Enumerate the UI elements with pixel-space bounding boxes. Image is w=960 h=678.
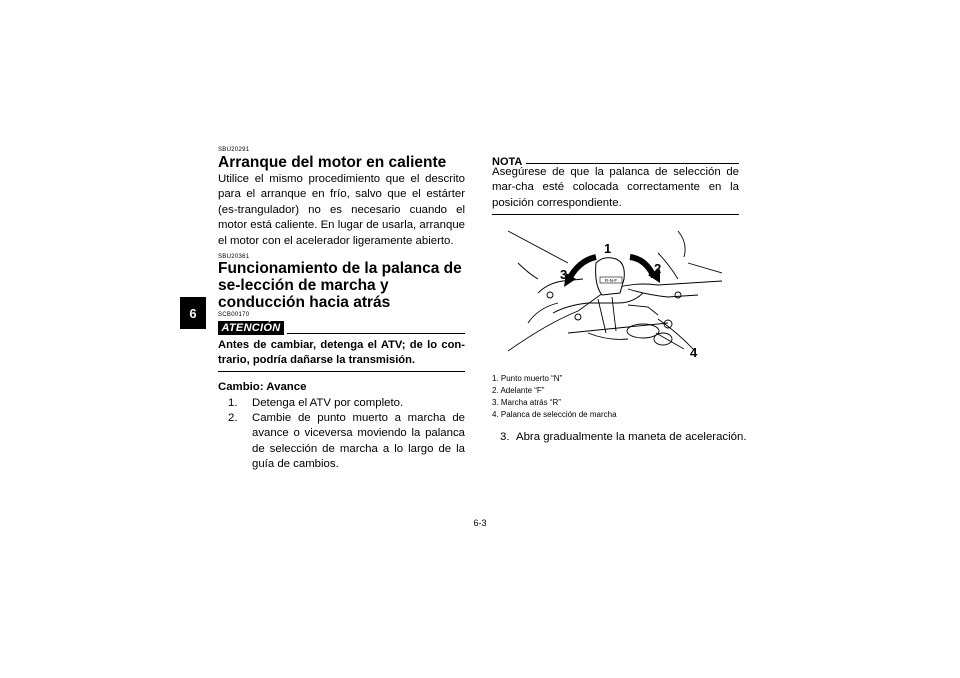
- list-text: Abra gradualmente la maneta de aceleración.: [516, 431, 747, 443]
- svg-text:R-N-F: R-N-F: [604, 278, 618, 283]
- page-number: 6-3: [473, 518, 487, 528]
- figure-legend-item: 1. Punto muerto “N”: [492, 374, 563, 383]
- section-body: Utilice el mismo procedimiento que el descrito para el arranque en frío, salvo que el estárter (es-trangulador) no es necesario cuando el motor está caliente. En lugar de usarla, arranque el motor con el acelerador ligeramente abierto.: [218, 173, 465, 247]
- chapter-tab: 6: [180, 297, 206, 329]
- list-text: Detenga el ATV por completo.: [252, 397, 404, 409]
- list-number: 3.: [500, 431, 510, 443]
- caution-bottom-rule: [218, 371, 465, 372]
- note-top-rule: [526, 163, 739, 164]
- note-text: Asegúrese de que la palanca de selección de mar-cha esté colocada correctamente en la posición correspondiente.: [492, 166, 739, 209]
- figure-legend-item: 2. Adelante “F”: [492, 386, 545, 395]
- list-item: [228, 396, 465, 412]
- section-code: SBU20361: [218, 254, 250, 260]
- list-number: 2.: [228, 412, 238, 424]
- shift-lever-illustration: [508, 223, 722, 363]
- callout-2: 2: [654, 261, 662, 276]
- caution-top-rule: [287, 333, 465, 334]
- callout-4: 4: [690, 345, 698, 360]
- list-text: Cambie de punto muerto a marcha de avance o viceversa moviendo la palanca de selección de marcha a lo largo de la guía de cambios.: [252, 412, 465, 471]
- caution-badge: ATENCIÓN: [218, 321, 284, 335]
- callout-3: 3: [560, 267, 568, 282]
- figure-legend-item: 4. Palanca de selección de marcha: [492, 410, 617, 419]
- caution-text: Antes de cambiar, detenga el ATV; de lo con-trario, podría dañarse la transmisión.: [218, 339, 465, 367]
- section-title: Arranque del motor en caliente: [218, 154, 447, 171]
- list-item: [500, 430, 747, 446]
- note-label: NOTA: [492, 156, 523, 168]
- callout-1: 1: [604, 241, 612, 256]
- section-title: Funcionamiento de la palanca de se-lección de marcha y conducción hacia atrás: [218, 260, 462, 311]
- list-number: 1.: [228, 397, 238, 409]
- list-item: [228, 411, 465, 471]
- subsection-heading: Cambio: Avance: [218, 381, 307, 393]
- section-code: SBU20291: [218, 147, 250, 153]
- caution-code: SCB00170: [218, 312, 250, 318]
- figure-legend-item: 3. Marcha atrás “R”: [492, 398, 561, 407]
- note-bottom-rule: [492, 214, 739, 215]
